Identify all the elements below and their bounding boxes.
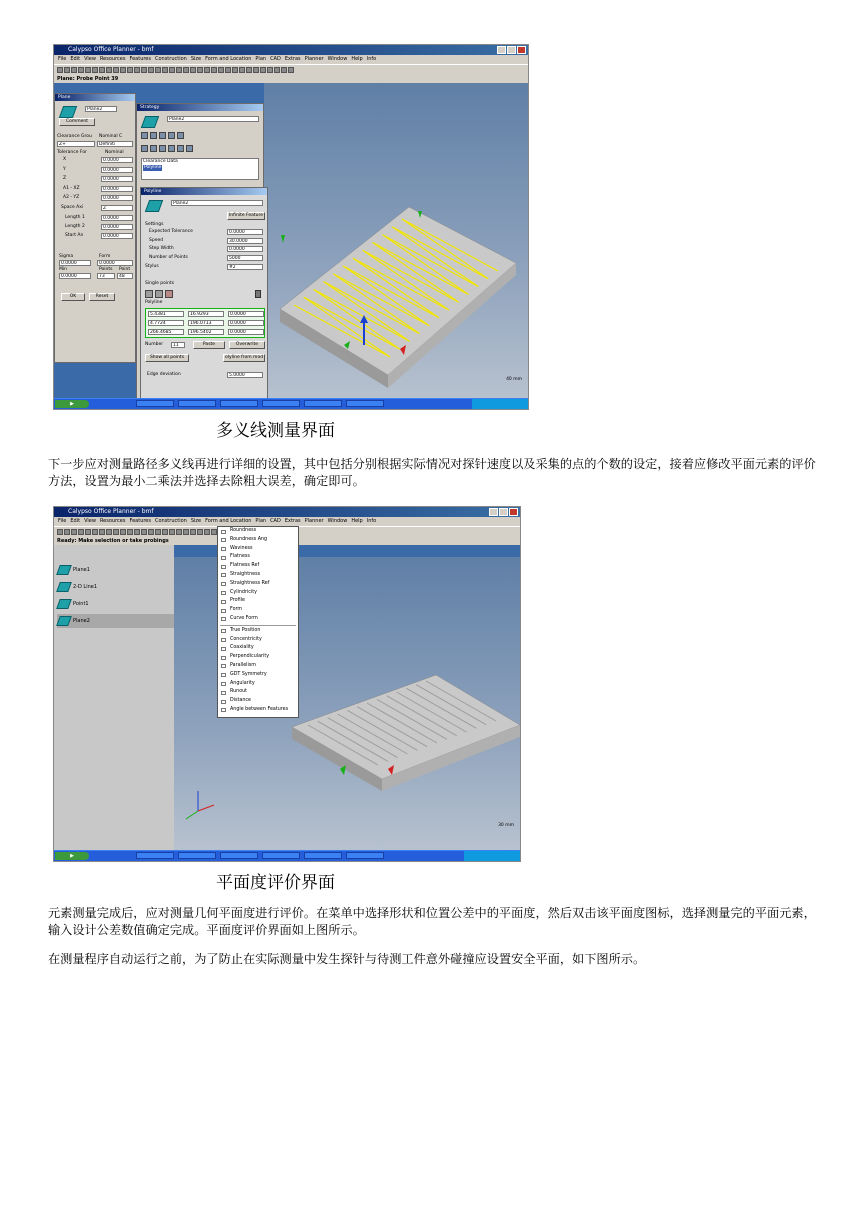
polyline-points-table bbox=[145, 308, 265, 338]
plane-feature-icon bbox=[56, 582, 72, 592]
menu-item[interactable]: Resources bbox=[99, 56, 126, 62]
toolbar-button-icon[interactable] bbox=[99, 529, 105, 535]
polyline-panel-title: Polyline bbox=[141, 188, 267, 195]
plane-feature-icon bbox=[56, 616, 72, 626]
toolbar-button-icon[interactable] bbox=[204, 529, 210, 535]
clearance-group-select[interactable]: Z+ bbox=[57, 141, 95, 147]
taskbar-item[interactable] bbox=[346, 400, 384, 407]
toolbar-button-icon[interactable] bbox=[71, 67, 77, 73]
form-location-menu-item[interactable]: Roundness Ang bbox=[218, 536, 298, 545]
strategy-tool-icon[interactable] bbox=[159, 132, 166, 139]
toolbar-button-icon[interactable] bbox=[85, 529, 91, 535]
toolbar-button-icon[interactable] bbox=[127, 529, 133, 535]
toolbar-button-icon[interactable] bbox=[260, 67, 266, 73]
toolbar-button-icon[interactable] bbox=[239, 67, 245, 73]
min-label: Min bbox=[59, 267, 67, 272]
strategy-toolbar-2 bbox=[141, 145, 193, 152]
polyline-table-cell[interactable]: 196.5402 bbox=[188, 329, 224, 335]
toolbar-button-icon[interactable] bbox=[120, 67, 126, 73]
single-points-label: Single points bbox=[145, 281, 175, 286]
polyline-panel bbox=[140, 187, 268, 399]
menu-item[interactable]: Window bbox=[327, 56, 348, 62]
strategy-tool-icon[interactable] bbox=[186, 145, 193, 152]
form-location-menu-item[interactable]: Waviness bbox=[218, 545, 298, 554]
plane-feature-icon bbox=[56, 565, 72, 575]
polyline-table-cell[interactable]: 5.4381 bbox=[148, 311, 184, 317]
infinite-feature-button[interactable]: Infinite Feature bbox=[228, 213, 264, 218]
clearance-data-label: Clearance Data bbox=[143, 159, 178, 164]
menu-item[interactable]: Form and Location bbox=[205, 518, 252, 524]
paragraph-polyline-settings: 下一步应对测量路径多义线再进行详细的设置，其中包括分别根据实际情况对探针速度以及采集的点的个数的设定，接着应修改平面元素的评价方法，设置为最小二乘法并选择去除粗大误差，确定即可。 bbox=[48, 457, 816, 488]
toolbar-button-icon[interactable] bbox=[288, 67, 294, 73]
trash-icon[interactable] bbox=[255, 290, 261, 298]
feature-tree-label: 2-D Line1 bbox=[73, 584, 98, 590]
form-location-menu-item[interactable]: Roundness bbox=[218, 527, 298, 536]
strategy-name-field[interactable]: Plane2 bbox=[167, 116, 259, 122]
toolbar-button-icon[interactable] bbox=[281, 67, 287, 73]
window-title-bar bbox=[54, 507, 520, 517]
edge-deviation-label: Edge deviation bbox=[147, 372, 181, 377]
tolerance-row-value[interactable]: 0.0000 bbox=[101, 186, 133, 192]
tolerance-row-label: Y bbox=[63, 166, 66, 172]
tolerance-row-value[interactable]: 0.0000 bbox=[101, 195, 133, 201]
setting-option-value[interactable]: 0.0000 bbox=[227, 246, 263, 252]
menu-item[interactable]: Edit bbox=[70, 518, 81, 524]
menu-item[interactable]: Window bbox=[327, 518, 348, 524]
toolbar-button-icon[interactable] bbox=[113, 67, 119, 73]
toolbar-button-icon[interactable] bbox=[190, 67, 196, 73]
form-location-menu-item[interactable]: Form bbox=[218, 606, 298, 615]
toolbar-button-icon[interactable] bbox=[134, 67, 140, 73]
toolbar-button-icon[interactable] bbox=[106, 67, 112, 73]
min-value: 0.0000 bbox=[59, 273, 91, 279]
form-location-menu-item[interactable]: Curve Form bbox=[218, 615, 298, 624]
maximize-button[interactable] bbox=[507, 46, 516, 54]
toolbar-button-icon[interactable] bbox=[134, 529, 140, 535]
minimize-button[interactable] bbox=[489, 508, 498, 516]
toolbar-button-icon[interactable] bbox=[99, 67, 105, 73]
toolbar-button-icon[interactable] bbox=[232, 67, 238, 73]
toolbar-button-icon[interactable] bbox=[141, 529, 147, 535]
menu-item[interactable]: View bbox=[84, 56, 96, 62]
toolbar-button-icon[interactable] bbox=[169, 67, 175, 73]
minimize-button[interactable] bbox=[497, 46, 506, 54]
system-tray bbox=[464, 851, 520, 861]
toolbar-button-icon[interactable] bbox=[148, 529, 154, 535]
menu-item[interactable]: Features bbox=[129, 518, 151, 524]
reset-button[interactable]: Reset bbox=[89, 293, 115, 301]
screenshot-flatness-evaluation bbox=[53, 506, 521, 862]
menu-bar bbox=[54, 517, 520, 526]
maximize-button[interactable] bbox=[499, 508, 508, 516]
strategy-tool-icon[interactable] bbox=[177, 132, 184, 139]
form-location-menu-item[interactable]: Straightness bbox=[218, 571, 298, 580]
toolbar-button-icon[interactable] bbox=[190, 529, 196, 535]
form-and-location-menu bbox=[217, 526, 299, 718]
window-title: Calypso Office Planner - bmf bbox=[68, 46, 154, 53]
delete-point-icon[interactable] bbox=[165, 290, 173, 298]
show-all-points-button[interactable]: Show all points bbox=[145, 354, 189, 362]
form-location-menu-item[interactable]: Profile bbox=[218, 597, 298, 606]
tolerance-row-value[interactable]: 0.0000 bbox=[101, 176, 133, 182]
toolbar-button-icon[interactable] bbox=[148, 67, 154, 73]
toolbar-button-icon[interactable] bbox=[78, 529, 84, 535]
strategy-toolbar bbox=[141, 132, 184, 139]
tolerance-row-label: A1 - XZ bbox=[63, 185, 80, 191]
polyline-table-cell[interactable]: 0.0000 bbox=[228, 320, 264, 326]
form-location-menu-item[interactable]: Angle between Features bbox=[218, 706, 298, 715]
taskbar-item[interactable] bbox=[136, 400, 174, 407]
overwrite-button[interactable]: Overwrite bbox=[229, 341, 265, 349]
nominal-column-label: Nominal bbox=[105, 150, 124, 155]
toolbar-button-icon[interactable] bbox=[218, 67, 224, 73]
menu-item[interactable]: Extras bbox=[284, 518, 301, 524]
toolbar-button-icon[interactable] bbox=[211, 67, 217, 73]
toolbar-button-icon[interactable] bbox=[120, 529, 126, 535]
points-label: Points bbox=[99, 267, 113, 272]
figure2-caption: 平面度评价界面 bbox=[216, 873, 335, 893]
window-title: Calypso Office Planner - bmf bbox=[68, 508, 154, 515]
start-button[interactable]: ▶ bbox=[55, 400, 89, 408]
polyline-table-cell[interactable]: 196.0713 bbox=[188, 320, 224, 326]
form-location-menu-item[interactable]: Concentricity bbox=[218, 636, 298, 645]
strategy-tool-icon[interactable] bbox=[150, 145, 157, 152]
form-location-menu-item[interactable]: Distance bbox=[218, 697, 298, 706]
system-tray bbox=[472, 399, 528, 409]
polyline-table-cell[interactable]: 0.0000 bbox=[228, 329, 264, 335]
menu-item[interactable]: Plan bbox=[255, 518, 267, 524]
menu-item[interactable]: Info bbox=[366, 518, 377, 524]
paragraph-flatness-evaluation: 元素测量完成后，应对测量几何平面度进行评价。在菜单中选择形状和位置公差中的平面度，然后双击该平面度图标，选择测量完的平面元素，输入设计公差数值确定完成。平面度评价界面如上图所示。 bbox=[48, 906, 816, 937]
polyline-table-cell[interactable]: 0.0000 bbox=[228, 311, 264, 317]
setting-option-value[interactable]: 30.0000 bbox=[227, 238, 263, 244]
toolbar-button-icon[interactable] bbox=[253, 67, 259, 73]
menu-item[interactable]: Features bbox=[129, 56, 151, 62]
toolbar-button-icon[interactable] bbox=[183, 67, 189, 73]
strategy-tool-icon[interactable] bbox=[150, 132, 157, 139]
menu-item[interactable]: File bbox=[58, 56, 67, 62]
tolerance-label: Tolerance For bbox=[57, 150, 87, 155]
paragraph-safety-plane: 在测量程序自动运行之前，为了防止在实际测量中发生探针与待测工件意外碰撞应设置安全平面，如下图所示。 bbox=[48, 952, 646, 966]
toolbar-button-icon[interactable] bbox=[85, 67, 91, 73]
setting-option-label[interactable]: Number of Points bbox=[149, 254, 188, 260]
toolbar-button-icon[interactable] bbox=[274, 67, 280, 73]
menu-item[interactable]: Size bbox=[190, 518, 202, 524]
setting-option-label[interactable]: Speed bbox=[149, 237, 164, 243]
strategy-tool-icon[interactable] bbox=[141, 132, 148, 139]
form-location-menu-item[interactable]: Cylindricity bbox=[218, 589, 298, 598]
paste-button[interactable]: Paste bbox=[193, 341, 225, 349]
toolbar-button-icon[interactable] bbox=[92, 529, 98, 535]
settings-label: Settings bbox=[145, 222, 164, 227]
toolbar-button-icon[interactable] bbox=[204, 67, 210, 73]
toolbar-button-icon[interactable] bbox=[176, 529, 182, 535]
menu-item[interactable]: Form and Location bbox=[205, 56, 252, 62]
toolbar-button-icon[interactable] bbox=[57, 529, 63, 535]
length1-label: Length 1 bbox=[65, 215, 85, 220]
setting-option-label[interactable]: Expected Tolerance bbox=[149, 229, 193, 234]
taskbar-item[interactable] bbox=[304, 852, 342, 859]
toolbar-button-icon[interactable] bbox=[106, 529, 112, 535]
strategy-tool-icon[interactable] bbox=[141, 145, 148, 152]
strategy-tool-icon[interactable] bbox=[177, 145, 184, 152]
polyline-from-model-button[interactable]: olyline from mod bbox=[224, 355, 264, 360]
comment-button[interactable]: Comment bbox=[59, 118, 95, 126]
strategy-plane-icon bbox=[141, 116, 159, 128]
toolbar-button-icon[interactable] bbox=[64, 67, 70, 73]
nominal-label: Nominal C bbox=[99, 134, 123, 139]
close-button[interactable] bbox=[517, 46, 526, 54]
menu-bar bbox=[54, 55, 528, 64]
taskbar-item[interactable] bbox=[304, 400, 342, 407]
menu-item[interactable]: Help bbox=[351, 56, 363, 62]
plate-model bbox=[264, 83, 528, 399]
points-count: 73 bbox=[97, 273, 115, 279]
clearance-group-label: Clearance Grou bbox=[57, 134, 92, 139]
menu-item[interactable]: Construction bbox=[154, 56, 187, 62]
polyline-table-cell[interactable]: 266.4685 bbox=[148, 329, 184, 335]
nominal-select[interactable]: Definiti bbox=[97, 141, 133, 147]
toolbar-button-icon[interactable] bbox=[197, 529, 203, 535]
setting-option-value[interactable]: 0.0000 bbox=[227, 229, 263, 235]
form-location-menu-item[interactable]: Runout bbox=[218, 688, 298, 697]
toolbar-button-icon[interactable] bbox=[183, 529, 189, 535]
feature-tree-item[interactable] bbox=[57, 597, 183, 611]
toolbar-button-icon[interactable] bbox=[267, 67, 273, 73]
setting-option-label[interactable]: Step Width bbox=[149, 246, 174, 251]
scale-label: 40 mm bbox=[506, 377, 522, 382]
form-location-menu-item[interactable]: Coaxiality bbox=[218, 644, 298, 653]
point-list-icon[interactable] bbox=[155, 290, 163, 298]
menu-item[interactable]: Info bbox=[366, 56, 377, 62]
length2-label: Length 2 bbox=[65, 224, 85, 229]
stylus-select[interactable]: #2 bbox=[227, 264, 263, 270]
menu-item[interactable]: CAD bbox=[270, 518, 281, 524]
taskbar bbox=[54, 850, 520, 861]
toolbar-button-icon[interactable] bbox=[92, 67, 98, 73]
toolbar-button-icon[interactable] bbox=[71, 529, 77, 535]
plane-panel-title: Plane bbox=[55, 94, 135, 101]
length2-field[interactable]: 0.0000 bbox=[101, 224, 133, 230]
form-location-menu-item[interactable]: Flatness bbox=[218, 553, 298, 562]
scale-label: 30 mm bbox=[498, 823, 514, 828]
toolbar-button-icon[interactable] bbox=[78, 67, 84, 73]
single-points-toolbar bbox=[145, 290, 173, 298]
taskbar-item[interactable] bbox=[220, 852, 258, 859]
toolbar-button-icon[interactable] bbox=[225, 67, 231, 73]
stylus-label: Stylus bbox=[145, 264, 159, 269]
feature-tree-label: Plane1 bbox=[73, 567, 90, 573]
screenshot-polyline-measurement bbox=[53, 44, 529, 410]
toolbar-button-icon[interactable] bbox=[162, 67, 168, 73]
menu-item[interactable]: Planner bbox=[304, 518, 324, 524]
menu-item[interactable]: File bbox=[58, 518, 67, 524]
points-label-2: Point bbox=[119, 267, 131, 272]
taskbar-item[interactable] bbox=[178, 852, 216, 859]
polyline-name-field[interactable]: Plane2 bbox=[171, 200, 263, 206]
polyline-plane-icon bbox=[145, 200, 163, 212]
feature-tree-label: Plane2 bbox=[73, 618, 90, 624]
polyline-table-cell[interactable]: 4.7724 bbox=[148, 320, 184, 326]
plane-feature-icon bbox=[56, 599, 72, 609]
sigma-label: Sigma bbox=[59, 254, 74, 259]
strategy-list[interactable] bbox=[141, 158, 259, 180]
status-line: Plane: Probe Point 39 bbox=[54, 75, 528, 83]
toolbar-button-icon[interactable] bbox=[141, 67, 147, 73]
menu-item[interactable]: Extras bbox=[284, 56, 301, 62]
toolbar-button-icon[interactable] bbox=[162, 529, 168, 535]
toolbar-button-icon[interactable] bbox=[113, 529, 119, 535]
plane-icon bbox=[59, 106, 77, 118]
form-location-menu-item[interactable]: Flatness Ref bbox=[218, 562, 298, 571]
taskbar-item[interactable] bbox=[136, 852, 174, 859]
toolbar-button-icon[interactable] bbox=[176, 67, 182, 73]
menu-item[interactable]: Edit bbox=[70, 56, 81, 62]
window-title-bar bbox=[54, 45, 528, 55]
add-point-icon[interactable] bbox=[145, 290, 153, 298]
tolerance-row-value[interactable]: 0.0000 bbox=[101, 157, 133, 163]
feature-tree bbox=[54, 545, 174, 851]
toolbar-button-icon[interactable] bbox=[64, 529, 70, 535]
start-angle-field[interactable]: 0.0000 bbox=[101, 233, 133, 239]
tolerance-row-label: Z bbox=[63, 176, 67, 181]
polyline-label: Polyline bbox=[145, 300, 163, 305]
menu-item[interactable]: Construction bbox=[154, 518, 187, 524]
start-button[interactable]: ▶ bbox=[55, 852, 89, 860]
feature-tree-label: Point1 bbox=[73, 601, 89, 607]
figure1-caption: 多义线测量界面 bbox=[216, 421, 335, 441]
feature-tree-item[interactable] bbox=[57, 614, 183, 628]
strategy-panel-title: Strategy bbox=[137, 104, 263, 111]
number-label: Number bbox=[145, 342, 164, 347]
polyline-list-item[interactable]: Polyline bbox=[144, 165, 162, 170]
number-field[interactable]: 11 bbox=[171, 342, 185, 348]
toolbar-button-icon[interactable] bbox=[246, 67, 252, 73]
form-location-menu-item[interactable]: Straightness Ref bbox=[218, 580, 298, 589]
toolbar-button-icon[interactable] bbox=[169, 529, 175, 535]
menu-item[interactable]: Planner bbox=[304, 56, 324, 62]
menu-item[interactable]: CAD bbox=[270, 56, 281, 62]
cad-viewport[interactable] bbox=[264, 83, 528, 399]
form-location-menu-item[interactable]: True Position bbox=[218, 627, 298, 636]
ok-button[interactable]: OK bbox=[61, 293, 85, 301]
polyline-table-cell[interactable]: 16.9293 bbox=[188, 311, 224, 317]
strategy-tool-icon[interactable] bbox=[168, 132, 175, 139]
menu-item[interactable]: Help bbox=[351, 518, 363, 524]
taskbar-item[interactable] bbox=[346, 852, 384, 859]
plane-panel bbox=[54, 93, 136, 363]
strategy-tool-icon[interactable] bbox=[159, 145, 166, 152]
start-angle-label: Start An bbox=[65, 233, 84, 238]
taskbar bbox=[54, 398, 528, 409]
toolbar-button-icon[interactable] bbox=[197, 67, 203, 73]
menu-item[interactable]: Size bbox=[190, 56, 202, 62]
tolerance-row-label: X bbox=[63, 157, 67, 162]
points-count-2: 48 bbox=[117, 273, 133, 279]
sigma-value: 0.0000 bbox=[59, 260, 91, 266]
toolbar-button-icon[interactable] bbox=[57, 67, 63, 73]
taskbar-item[interactable] bbox=[262, 400, 300, 407]
feature-tree-item[interactable] bbox=[57, 563, 183, 577]
menu-item[interactable]: Plan bbox=[255, 56, 267, 62]
length1-field[interactable]: 0.0000 bbox=[101, 215, 133, 221]
taskbar-item[interactable] bbox=[178, 400, 216, 407]
edge-deviation-field[interactable]: 5.0000 bbox=[227, 372, 263, 378]
menu-item[interactable]: View bbox=[84, 518, 96, 524]
status-line: Ready: Make selection or take probings bbox=[54, 537, 520, 545]
toolbar-button-icon[interactable] bbox=[127, 67, 133, 73]
taskbar-item[interactable] bbox=[262, 852, 300, 859]
form-location-menu-item[interactable]: Perpendicularity bbox=[218, 653, 298, 662]
form-location-menu-item[interactable]: Parallelism bbox=[218, 662, 298, 671]
menu-item[interactable]: Resources bbox=[99, 518, 126, 524]
form-location-menu-item[interactable]: Angularity bbox=[218, 680, 298, 689]
strategy-tool-icon[interactable] bbox=[168, 145, 175, 152]
feature-tree-item[interactable] bbox=[57, 580, 183, 594]
space-axis-label: Space Axi bbox=[61, 205, 84, 210]
space-axis-select[interactable]: Z bbox=[101, 205, 133, 211]
tolerance-row-value[interactable]: 0.0000 bbox=[101, 167, 133, 173]
taskbar-item[interactable] bbox=[220, 400, 258, 407]
toolbar-button-icon[interactable] bbox=[155, 67, 161, 73]
setting-option-value[interactable]: 5000 bbox=[227, 255, 263, 261]
plane-name-field[interactable]: Plane2 bbox=[85, 106, 117, 112]
form-location-menu-item[interactable]: GDT Symmetry bbox=[218, 671, 298, 680]
menu-separator bbox=[220, 625, 296, 626]
close-button[interactable] bbox=[509, 508, 518, 516]
tolerance-row-label: A2 - YZ bbox=[63, 195, 80, 200]
form-label: Form bbox=[99, 254, 111, 259]
toolbar-button-icon[interactable] bbox=[155, 529, 161, 535]
form-value: 0.0000 bbox=[97, 260, 133, 266]
